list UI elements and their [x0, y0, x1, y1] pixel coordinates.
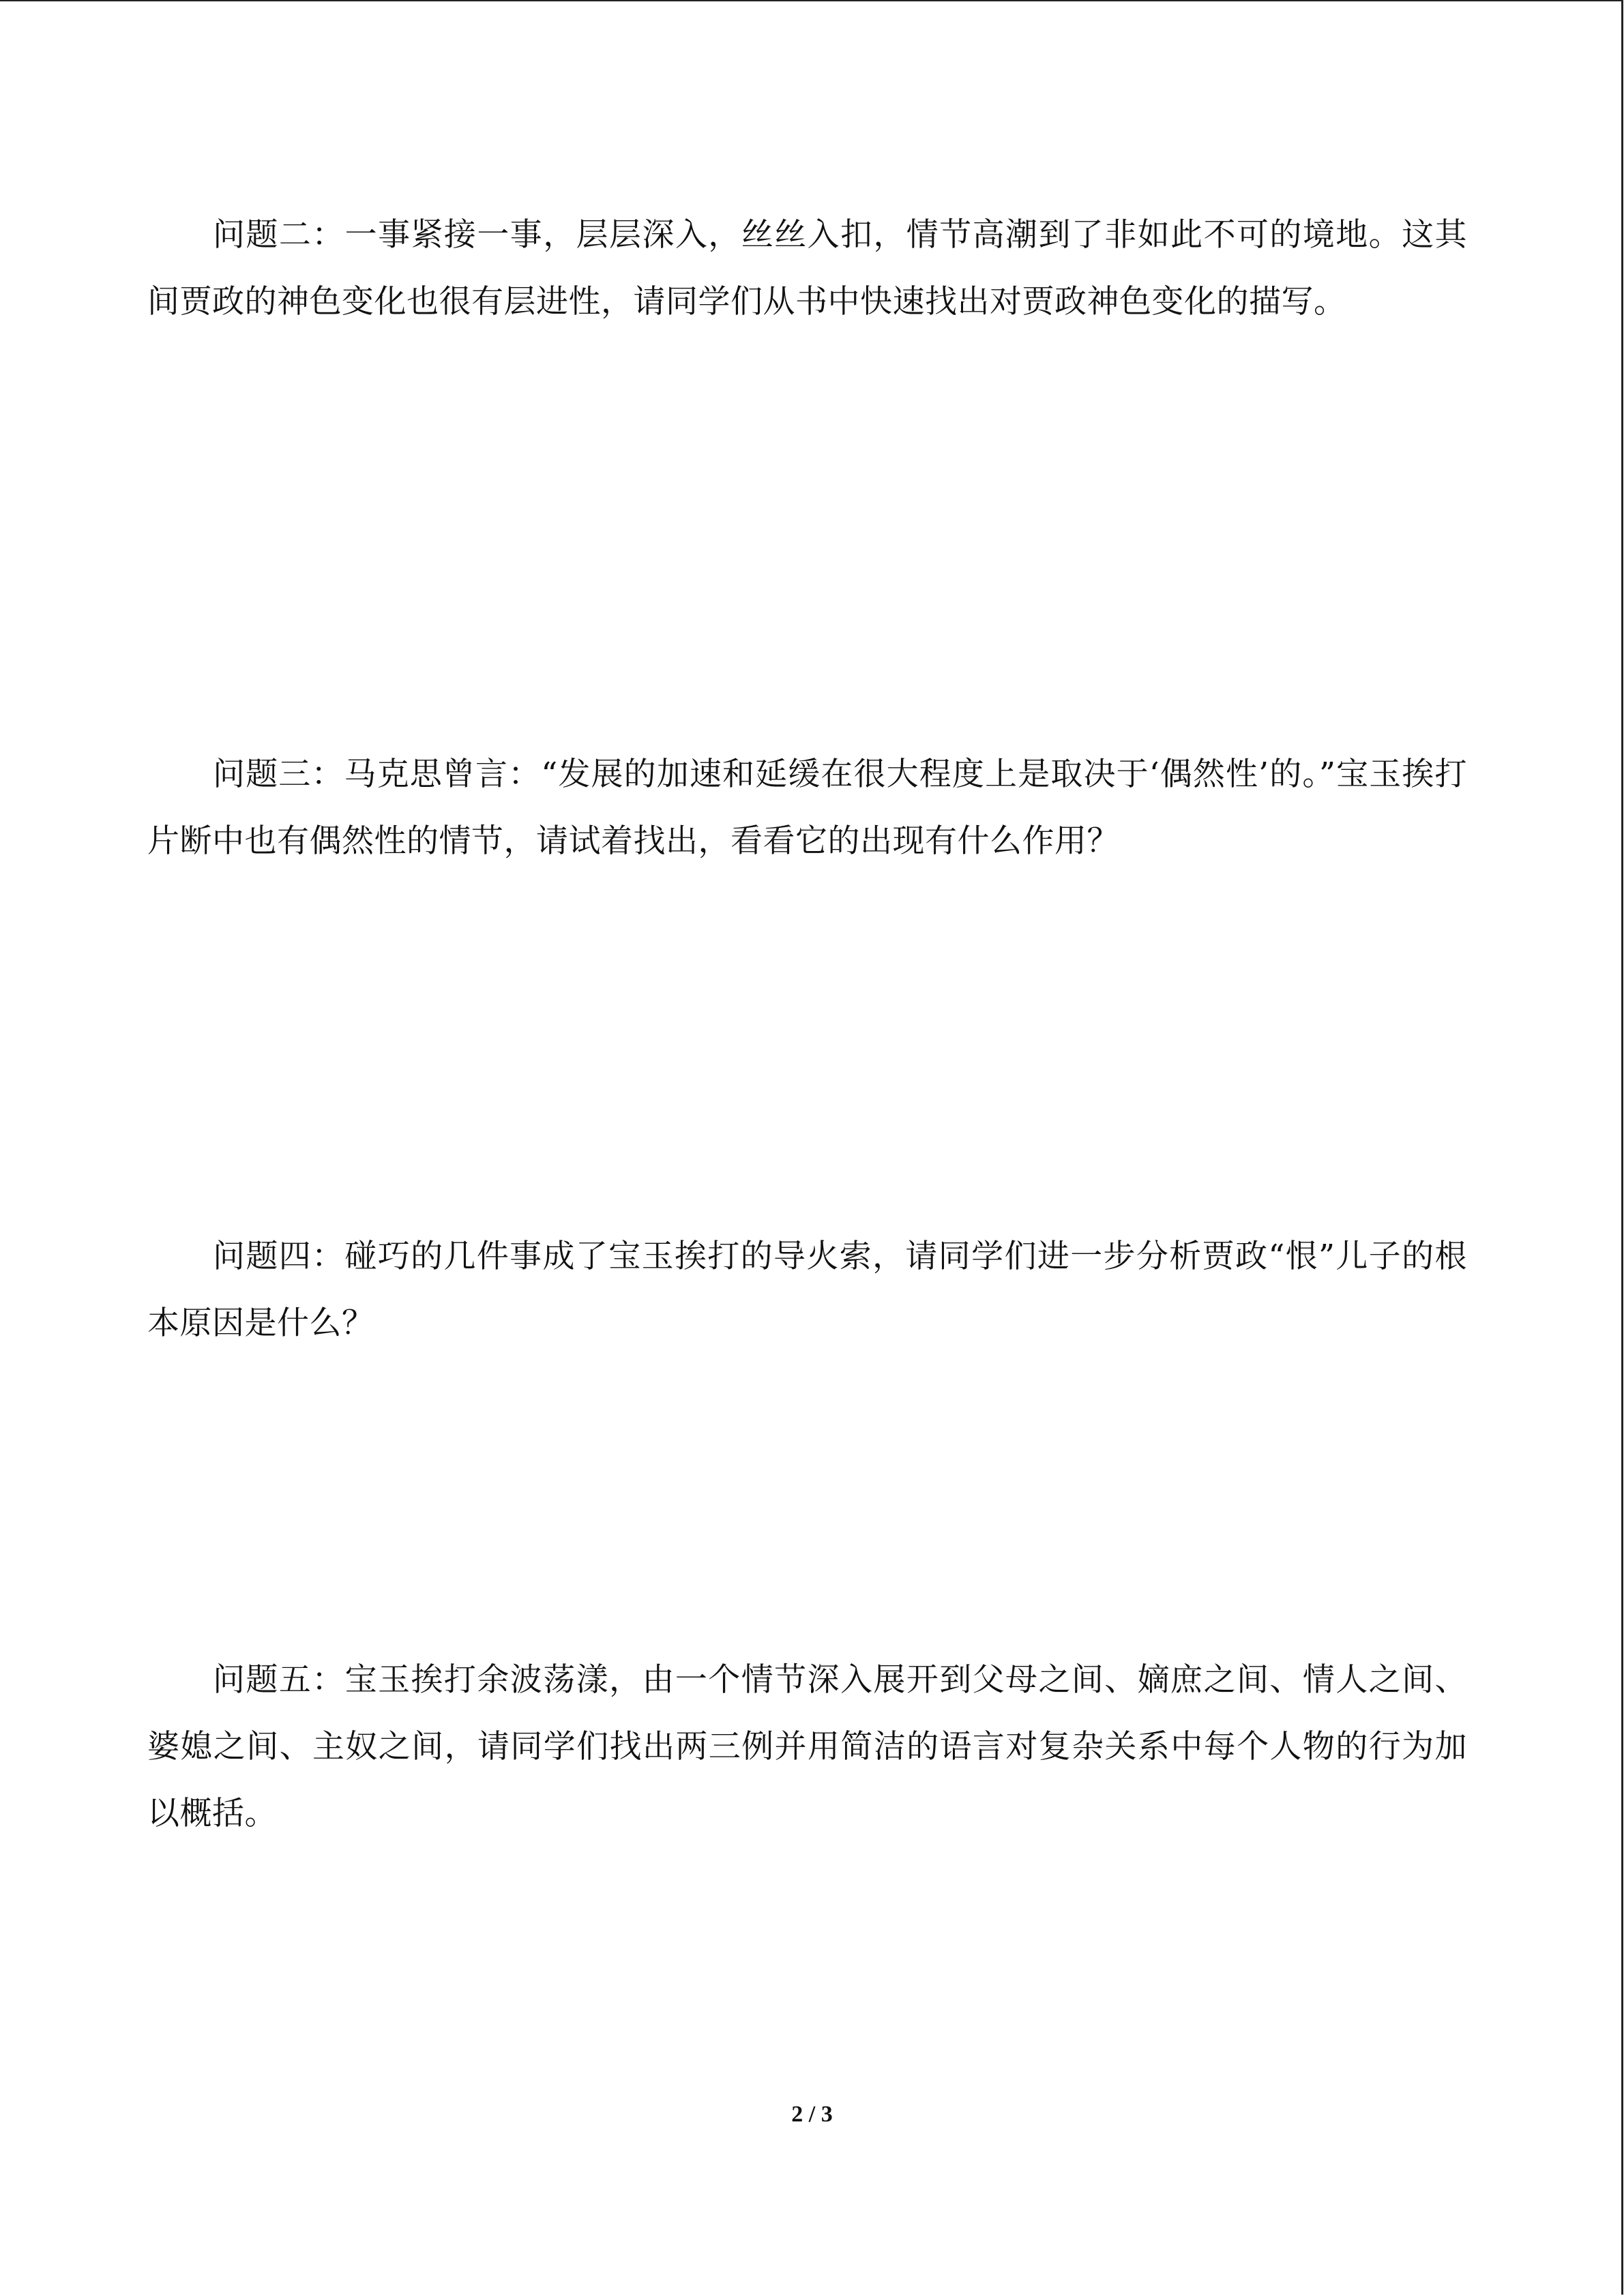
question-four: 问题四：碰巧的几件事成了宝玉挨打的导火索，请同学们进一步分析贾政“恨”儿子的根本原因是什么？ — [147, 1238, 1467, 1342]
question-five: 问题五：宝玉挨打余波荡漾，由一个情节深入展开到父母之间、嫡庶之间、情人之间、婆媳之间、主奴之间，请同学们找出两三例并用简洁的语言对复杂关系中每个人物的行为加以概括。 — [147, 1661, 1467, 1832]
question-three: 问题三：马克思曾言：“发展的加速和延缓在很大程度上是取决于‘偶然性’的。”宝玉挨打片断中也有偶然性的情节，请试着找出，看看它的出现有什么作用？ — [147, 756, 1467, 860]
page-number: 2 / 3 — [791, 2102, 833, 2127]
question-two: 问题二：一事紧接一事，层层深入，丝丝入扣，情节高潮到了非如此不可的境地。这其间贾政的神色变化也很有层进性，请同学们从书中快速找出对贾政神色变化的描写。 — [147, 216, 1467, 320]
